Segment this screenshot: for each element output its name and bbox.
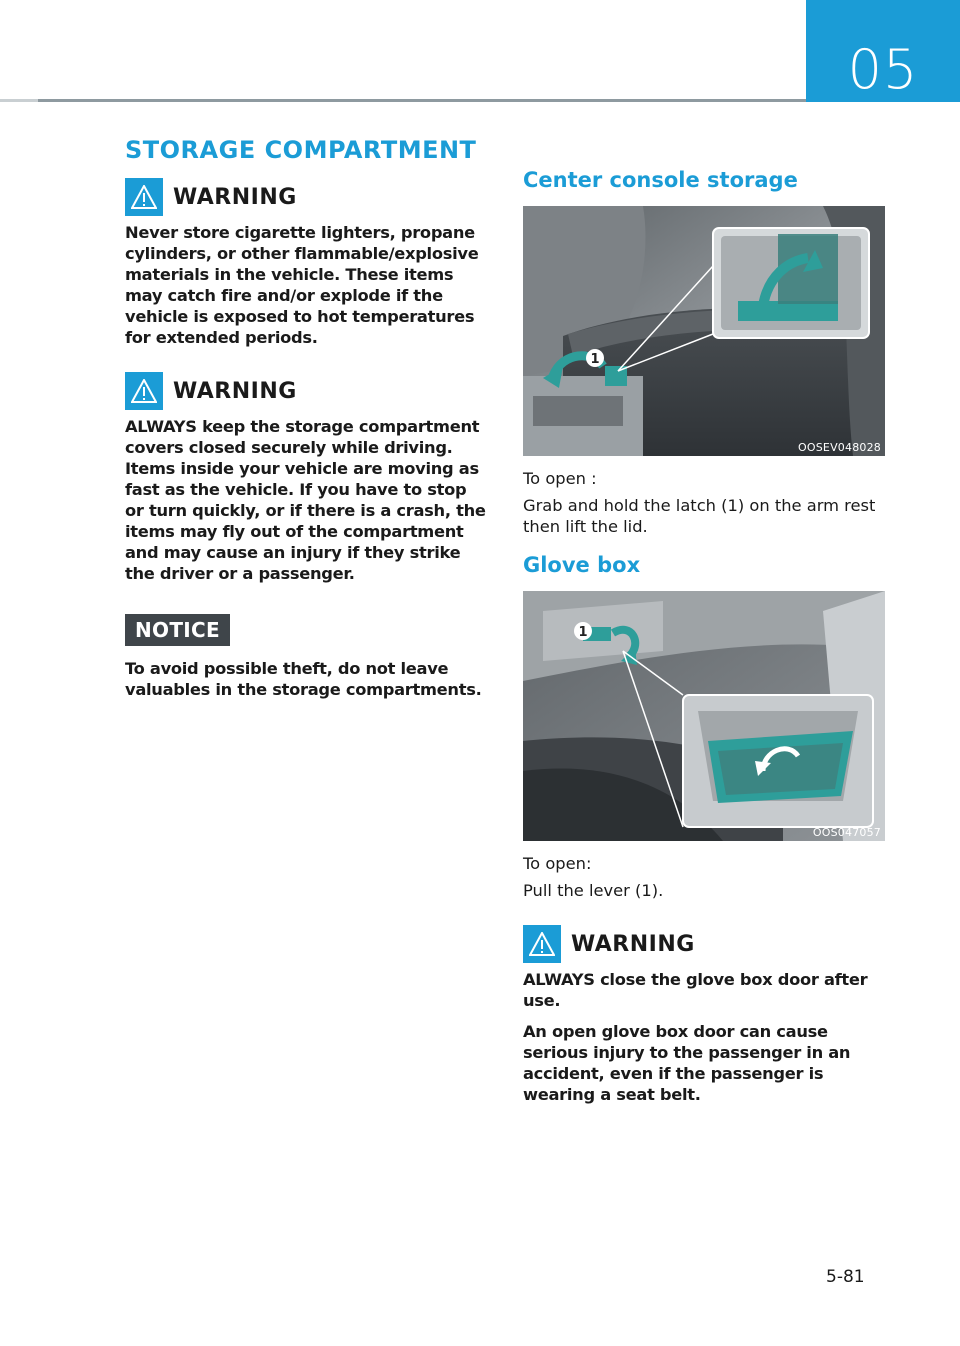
page-number: 5-81 <box>826 1267 865 1287</box>
figure-code: OOSEV048028 <box>798 441 881 454</box>
warning-text: ALWAYS close the glove box door after use. <box>523 970 868 1010</box>
warning-header <box>125 372 487 410</box>
glovebox-instruction: Pull the lever (1). <box>523 881 664 900</box>
right-column <box>523 168 885 1105</box>
warning-header <box>125 178 487 216</box>
glove-box-illustration <box>523 591 885 841</box>
glove-box-title: Glove box <box>523 553 641 577</box>
warning-header <box>523 925 885 963</box>
warning-icon <box>125 372 163 410</box>
section-title: STORAGE COMPARTMENT <box>125 136 477 164</box>
console-storage-illustration <box>523 206 885 456</box>
warning-text: An open glove box door can cause serious injury to the passenger in an accident, even if the passenger is wearing a seat belt. <box>523 1022 851 1104</box>
notice-badge: NOTICE <box>125 614 230 646</box>
glovebox-open-label: To open: <box>523 854 592 873</box>
warning-label: WARNING <box>173 378 297 404</box>
console-instruction: Grab and hold the latch (1) on the arm rest then lift the lid. <box>523 496 876 536</box>
console-open-label: To open : <box>523 469 597 488</box>
warning-text: ALWAYS keep the storage compartment covers closed securely while driving. Items inside your vehicle are moving as fast as the vehicle. If you have to stop or turn quickly, or if there is a crash, the items may fly out of the compartment and may cause an injury if they strike the driver or a passenger. <box>125 417 486 583</box>
warning-label: WARNING <box>173 184 297 210</box>
left-column <box>125 136 487 700</box>
warning-label: WARNING <box>571 931 695 957</box>
console-storage-title: Center console storage <box>523 168 798 192</box>
header-rule <box>0 99 806 102</box>
glovebox-callout-number: 1 <box>578 625 588 640</box>
warning-text: Never store cigarette lighters, propane cylinders, or other flammable/explosive materials in the vehicle. These items may catch fire and/or explode if the vehicle is exposed to hot temperatures for extended periods. <box>125 223 479 347</box>
figure-code: OOS047057 <box>812 826 881 839</box>
warning-icon <box>125 178 163 216</box>
chapter-tab: 05 <box>806 0 960 102</box>
console-callout-number: 1 <box>590 352 600 367</box>
notice-text: To avoid possible theft, do not leave valuables in the storage compartments. <box>125 659 482 699</box>
warning-icon <box>523 925 561 963</box>
